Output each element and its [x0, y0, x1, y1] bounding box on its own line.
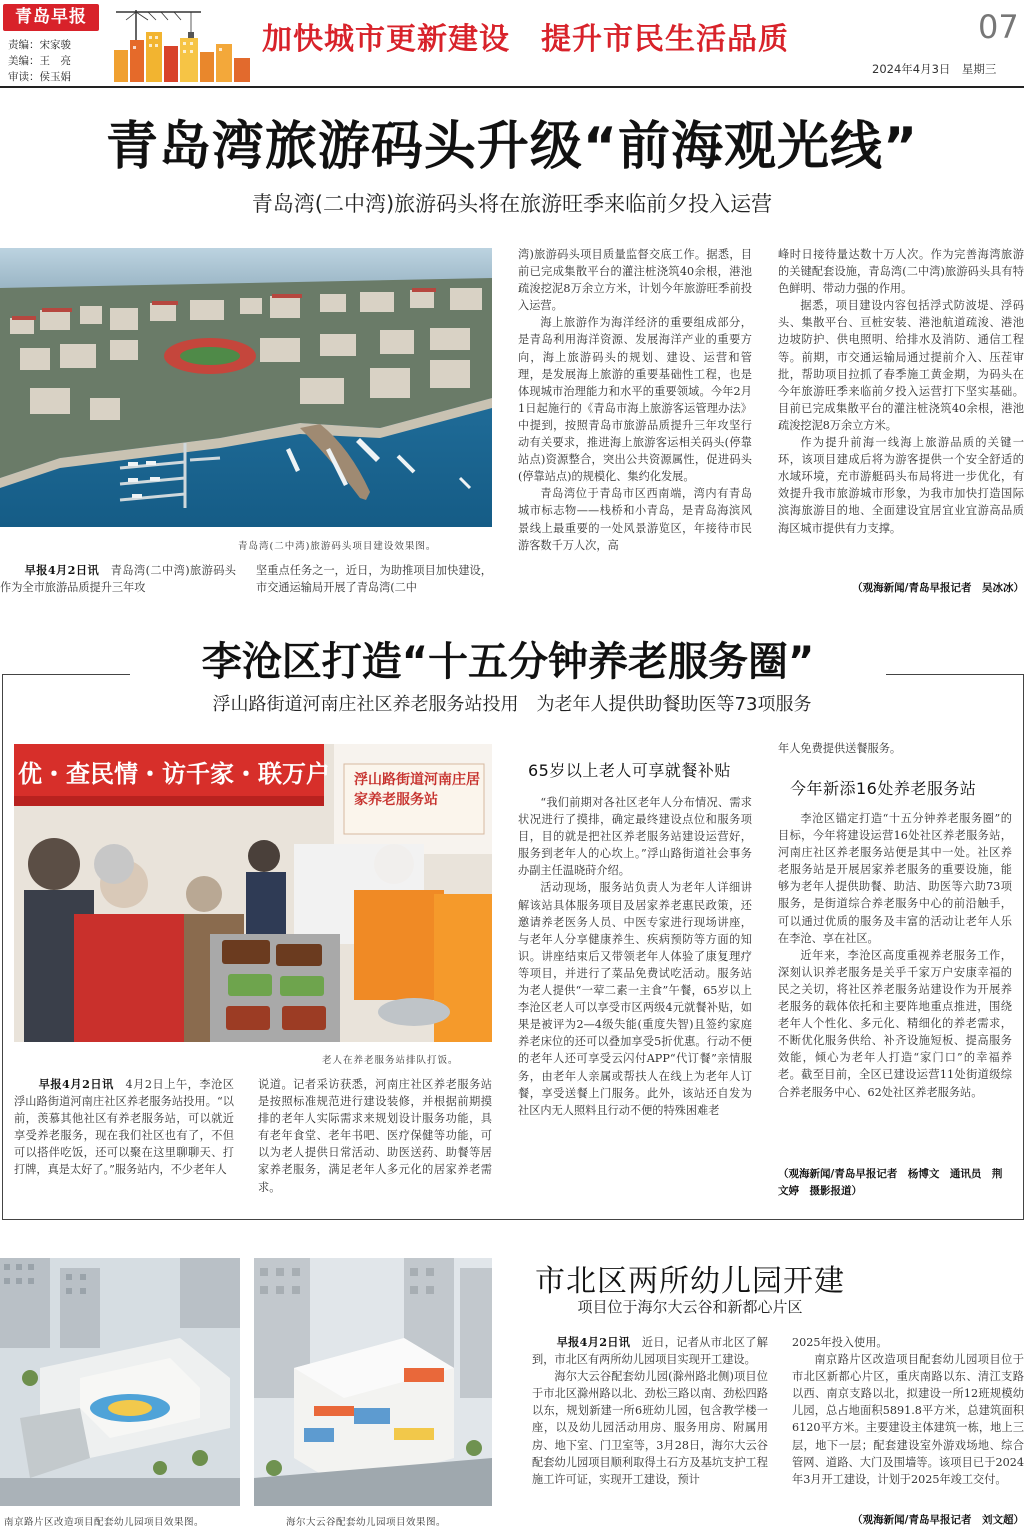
photo-caption: 老人在养老服务站排队打饭。: [322, 1055, 459, 1066]
paragraph: 近年来，李沧区高度重视养老服务工作，深刻认识养老服务是关乎千家万户安康幸福的民之关切，将社区养老服务站建设作为开展养老服务的载体依托和主要阵地重点推进，围绕老年人个性化、多元化、精细化的养老需求，不断优化服务供给、补齐设施短板、提高服务效能，倾心为老年人打造“家门口”的幸福养老。截至目前，全区已建设运营11处街道级综合养老服务中心、62处社区养老服务站。: [778, 948, 1012, 1099]
photo-caption: 海尔大云谷配套幼儿园项目效果图。: [286, 1517, 447, 1528]
paragraph: 2025年投入使用。: [792, 1336, 888, 1349]
frame-top-rule-right: [886, 674, 1024, 675]
article-byline: （观海新闻/青岛早报记者 吴冰冰）: [852, 582, 1024, 594]
article-column: [778, 740, 1012, 760]
article-subheadline: 项目位于海尔大云谷和新都心片区: [577, 1298, 803, 1316]
paragraph: 海尔大云谷配套幼儿园(滁州路北侧)项目位于市北区滁州路以北、劲松三路以南、劲松四路以东，规划新建一所6班幼儿园，包含教学楼一座，以及幼儿园活动用房、服务用房、附属用房、地下室、门卫室等，3月28日，海尔大云谷配套幼儿园项目顺利取得土石方及基坑支护工程施工许可证，实现开工建设，预计: [532, 1370, 768, 1486]
paragraph: 据悉，项目建设内容包括浮式防波堤、浮码头、集散平台、亘桩安装、港池航道疏浚、港池边坡防护、供电照明、给排水及消防、通信工程等。前期，市交通运输局通过提前介入、压茬审批，帮助项目拉抓了春季施工黄金期，为码头在今年旅游旺季来临前夕投入运营打下坚实基础。目前已完成集散平台的灌注桩浇筑40余根，港池疏浚挖泥8万余立方米。: [778, 299, 1024, 432]
article-subheadline: 浮山路街道河南庄社区养老服务站投用 为老年人提供助餐助医等73项服务: [212, 694, 812, 715]
article-column: [256, 562, 492, 598]
frame-top-rule-left: [2, 674, 130, 675]
article-column: [0, 562, 236, 598]
article-column: [14, 1076, 234, 1204]
article-subheadline: 青岛湾(二中湾)旅游码头将在旅游旺季来临前夕投入运营: [251, 192, 773, 216]
editor-line: 美编：王 亮: [8, 55, 71, 67]
section-subheading: 65岁以上老人可享就餐补贴: [528, 761, 731, 780]
paragraph: 峰时日接待量达数十万人次。作为完善海湾旅游的关键配套设施，青岛湾(二中湾)旅游码头具有特色鲜明、带动力强的作用。: [778, 248, 1024, 296]
photo-banner-text: 优・查民情・访千家・联万户: [18, 760, 330, 788]
paragraph: 南京路片区改造项目配套幼儿园项目位于市北区新都心片区，重庆南路以东、清江支路以西、南京支路以北，拟建设一所12班规模幼儿园，总占地面积5891.8平方米，总建筑面积6120平方米。主要建设主体建筑一栋，地上三层，地下一层；配套建设室外游戏场地、综合管网、道路、大门及围墙等。该项目已于2024年3月开工建设，计划于2025年竣工交付。: [792, 1353, 1024, 1486]
kindergarten-rendering-photo: [0, 1258, 240, 1506]
section-subheading: 今年新添16处养老服务站: [790, 779, 977, 798]
paragraph: 4月2日上午，李沧区浮山路街道河南庄社区养老服务站投用。“以前，羡慕其他社区有养老服务站，可以就近享受养老服务，现在我们社区也有了，不但可以搭伴吃饭，还可以聚在这里聊聊天、打打牌，真是太好了。”服务站内，不少老年人: [14, 1078, 234, 1177]
article-column: [792, 1334, 1024, 1514]
article-column: [778, 246, 1024, 580]
article-headline: 青岛湾旅游码头升级“前海观光线”: [105, 117, 919, 177]
paragraph: 年人免费提供送餐服务。: [778, 742, 902, 755]
paragraph: 活动现场，服务站负责人为老年人详细讲解该站具体服务项目及居家养老惠民政策，还邀请养老医务人员、中医专家进行现场讲座，与老年人分享健康养生、疾病预防等方面的知识。讲座结束后又带领老年人体验了康复理疗等项目，并进行了菜品免费试吃活动。服务站为老人提供“一荤二素一主食”午餐，65岁以上李沧区老人可以享受市区两级4元就餐补贴，如果是被评为2—4级失能(重度失智)且签约家庭养老床位的还可以叠加享受5折优惠。行动不便的老年人还可享受云闪付APP“代订餐”亲情服务，由老年人亲属或帮扶人在线上为老年人订餐，享受送餐上门服务。此外，该站还自发为社区内无人照料且行动不便的特殊困难老: [518, 881, 752, 1117]
article-byline: （观海新闻/青岛早报记者 刘文超）: [852, 1514, 1024, 1526]
newspaper-logo: 青岛早报: [3, 4, 99, 31]
editor-credits: [8, 37, 71, 85]
paragraph: 坚重点任务之一，近日，为助推项目加快建设，市交通运输局开展了青岛湾(二中: [256, 564, 492, 595]
masthead-banner: 加快城市更新建设 提升市民生活品质: [262, 22, 789, 57]
dateline: 早报4月2日讯: [38, 1077, 114, 1091]
article-headline: 市北区两所幼儿园开建: [535, 1264, 845, 1299]
paragraph: 青岛湾位于青岛市区西南端，湾内有青岛城市标志物——栈桥和小青岛，是青岛海滨风景线上最重要的一处风景游览区，年接待市民游客数千万人次，高: [518, 487, 752, 552]
issue-date: 2024年4月3日 星期三: [872, 62, 997, 76]
dateline: 早报4月2日讯: [24, 563, 100, 577]
masthead-rule: [0, 86, 1024, 88]
paragraph: 湾)旅游码头项目质量监督交底工作。据悉，目前已完成集散平台的灌注桩浇筑40余根，港池疏浚挖泥8万余立方米，计划今年旅游旺季前投入运营。: [518, 248, 752, 313]
paragraph: 海上旅游作为海洋经济的重要组成部分，是青岛利用海洋资源、发展海洋产业的重要方向，海上旅游码头的规划、建设、运营和管理，是发展海上旅游的重要基础性工程，也是体现城市治理能力和水平的重要领域。今年2月1日起施行的《青岛市海上旅游客运管理办法》中提到，按照青岛市旅游品质提升三年攻坚行动有关要求，推进海上旅游客运相关码头(停靠站点)资源整合，突出公共资源属性，促进码头(停靠站点)的规模化、集约化发展。: [518, 316, 752, 484]
editor-line: 责编：宋家骏: [8, 39, 71, 51]
article-byline: （观海新闻/青岛早报记者 杨博文 通讯员 荆文婷 摄影报道）: [778, 1168, 1003, 1197]
elderly-canteen-photo: [14, 744, 492, 1042]
photo-caption: 南京路片区改造项目配套幼儿园项目效果图。: [4, 1517, 205, 1528]
paragraph: 李沧区锚定打造“十五分钟养老服务圈”的目标，今年将建设运营16处社区养老服务站，河南庄社区养老服务站便是其中一处。社区养老服务站是开展居家养老服务的重要设施，能够为老年人提供助餐、助洁、助医等六助73项服务，是街道综合养老服务中心的前沿触手，可以通过优质的服务及丰富的活动让老年人乐在李沧、享在社区。: [778, 812, 1012, 945]
paragraph: 青岛湾(二中湾)旅游码头作为全市旅游品质提升三年攻: [0, 564, 236, 595]
page-number: 07: [978, 8, 1019, 46]
article-column: [518, 794, 752, 1206]
article-column: [258, 1076, 492, 1204]
city-skyline-graphic: [106, 2, 256, 82]
paragraph: “我们前期对各社区老年人分布情况、需求状况进行了摸排，确定最终建设点位和服务项目，目的就是把社区养老服务站建设运营好，服务到老年人的心坎上。”浮山路街道社会事务办副主任温晓莳介绍。: [518, 796, 752, 878]
paragraph: 说道。记者采访获悉，河南庄社区养老服务站是按照标准规范进行建设装修，并根据前期摸排的老年人实际需求来规划设计服务功能，具有老年食堂、老年书吧、医疗保健等功能，可以为老人提供日常活动、助医送药、助餐等居家养老服务，满足老年人多元化的居家养老需求。: [258, 1078, 492, 1194]
article-column: [532, 1334, 768, 1531]
paragraph: 作为提升前海一线海上旅游品质的关键一环，该项目建成后将为游客提供一个安全舒适的水域环境，充市游艇码头布局将进一步优化，有效提升我市旅游城市形象，为我市加快打造国际滨海旅游目的地、全面建设宜居宜业宜游高品质海区城市提供有力支撑。: [778, 436, 1024, 535]
editor-line: 审读：侯玉娟: [8, 71, 71, 83]
photo-sign-text: 浮山路街道河南庄居家养老服务站: [354, 772, 480, 808]
article-headline: 李沧区打造“十五分钟养老服务圈”: [130, 630, 886, 687]
article-column: [778, 810, 1012, 1166]
paragraph: 近日，记者从市北区了解到，市北区有两所幼儿园项目实现开工建设。: [532, 1336, 768, 1367]
article-column: [518, 246, 752, 598]
dateline: 早报4月2日讯: [556, 1335, 631, 1349]
masthead: [0, 0, 1024, 90]
photo-caption: 青岛湾(二中湾)旅游码头项目建设效果图。: [238, 541, 437, 552]
wharf-rendering-photo: [0, 248, 492, 527]
